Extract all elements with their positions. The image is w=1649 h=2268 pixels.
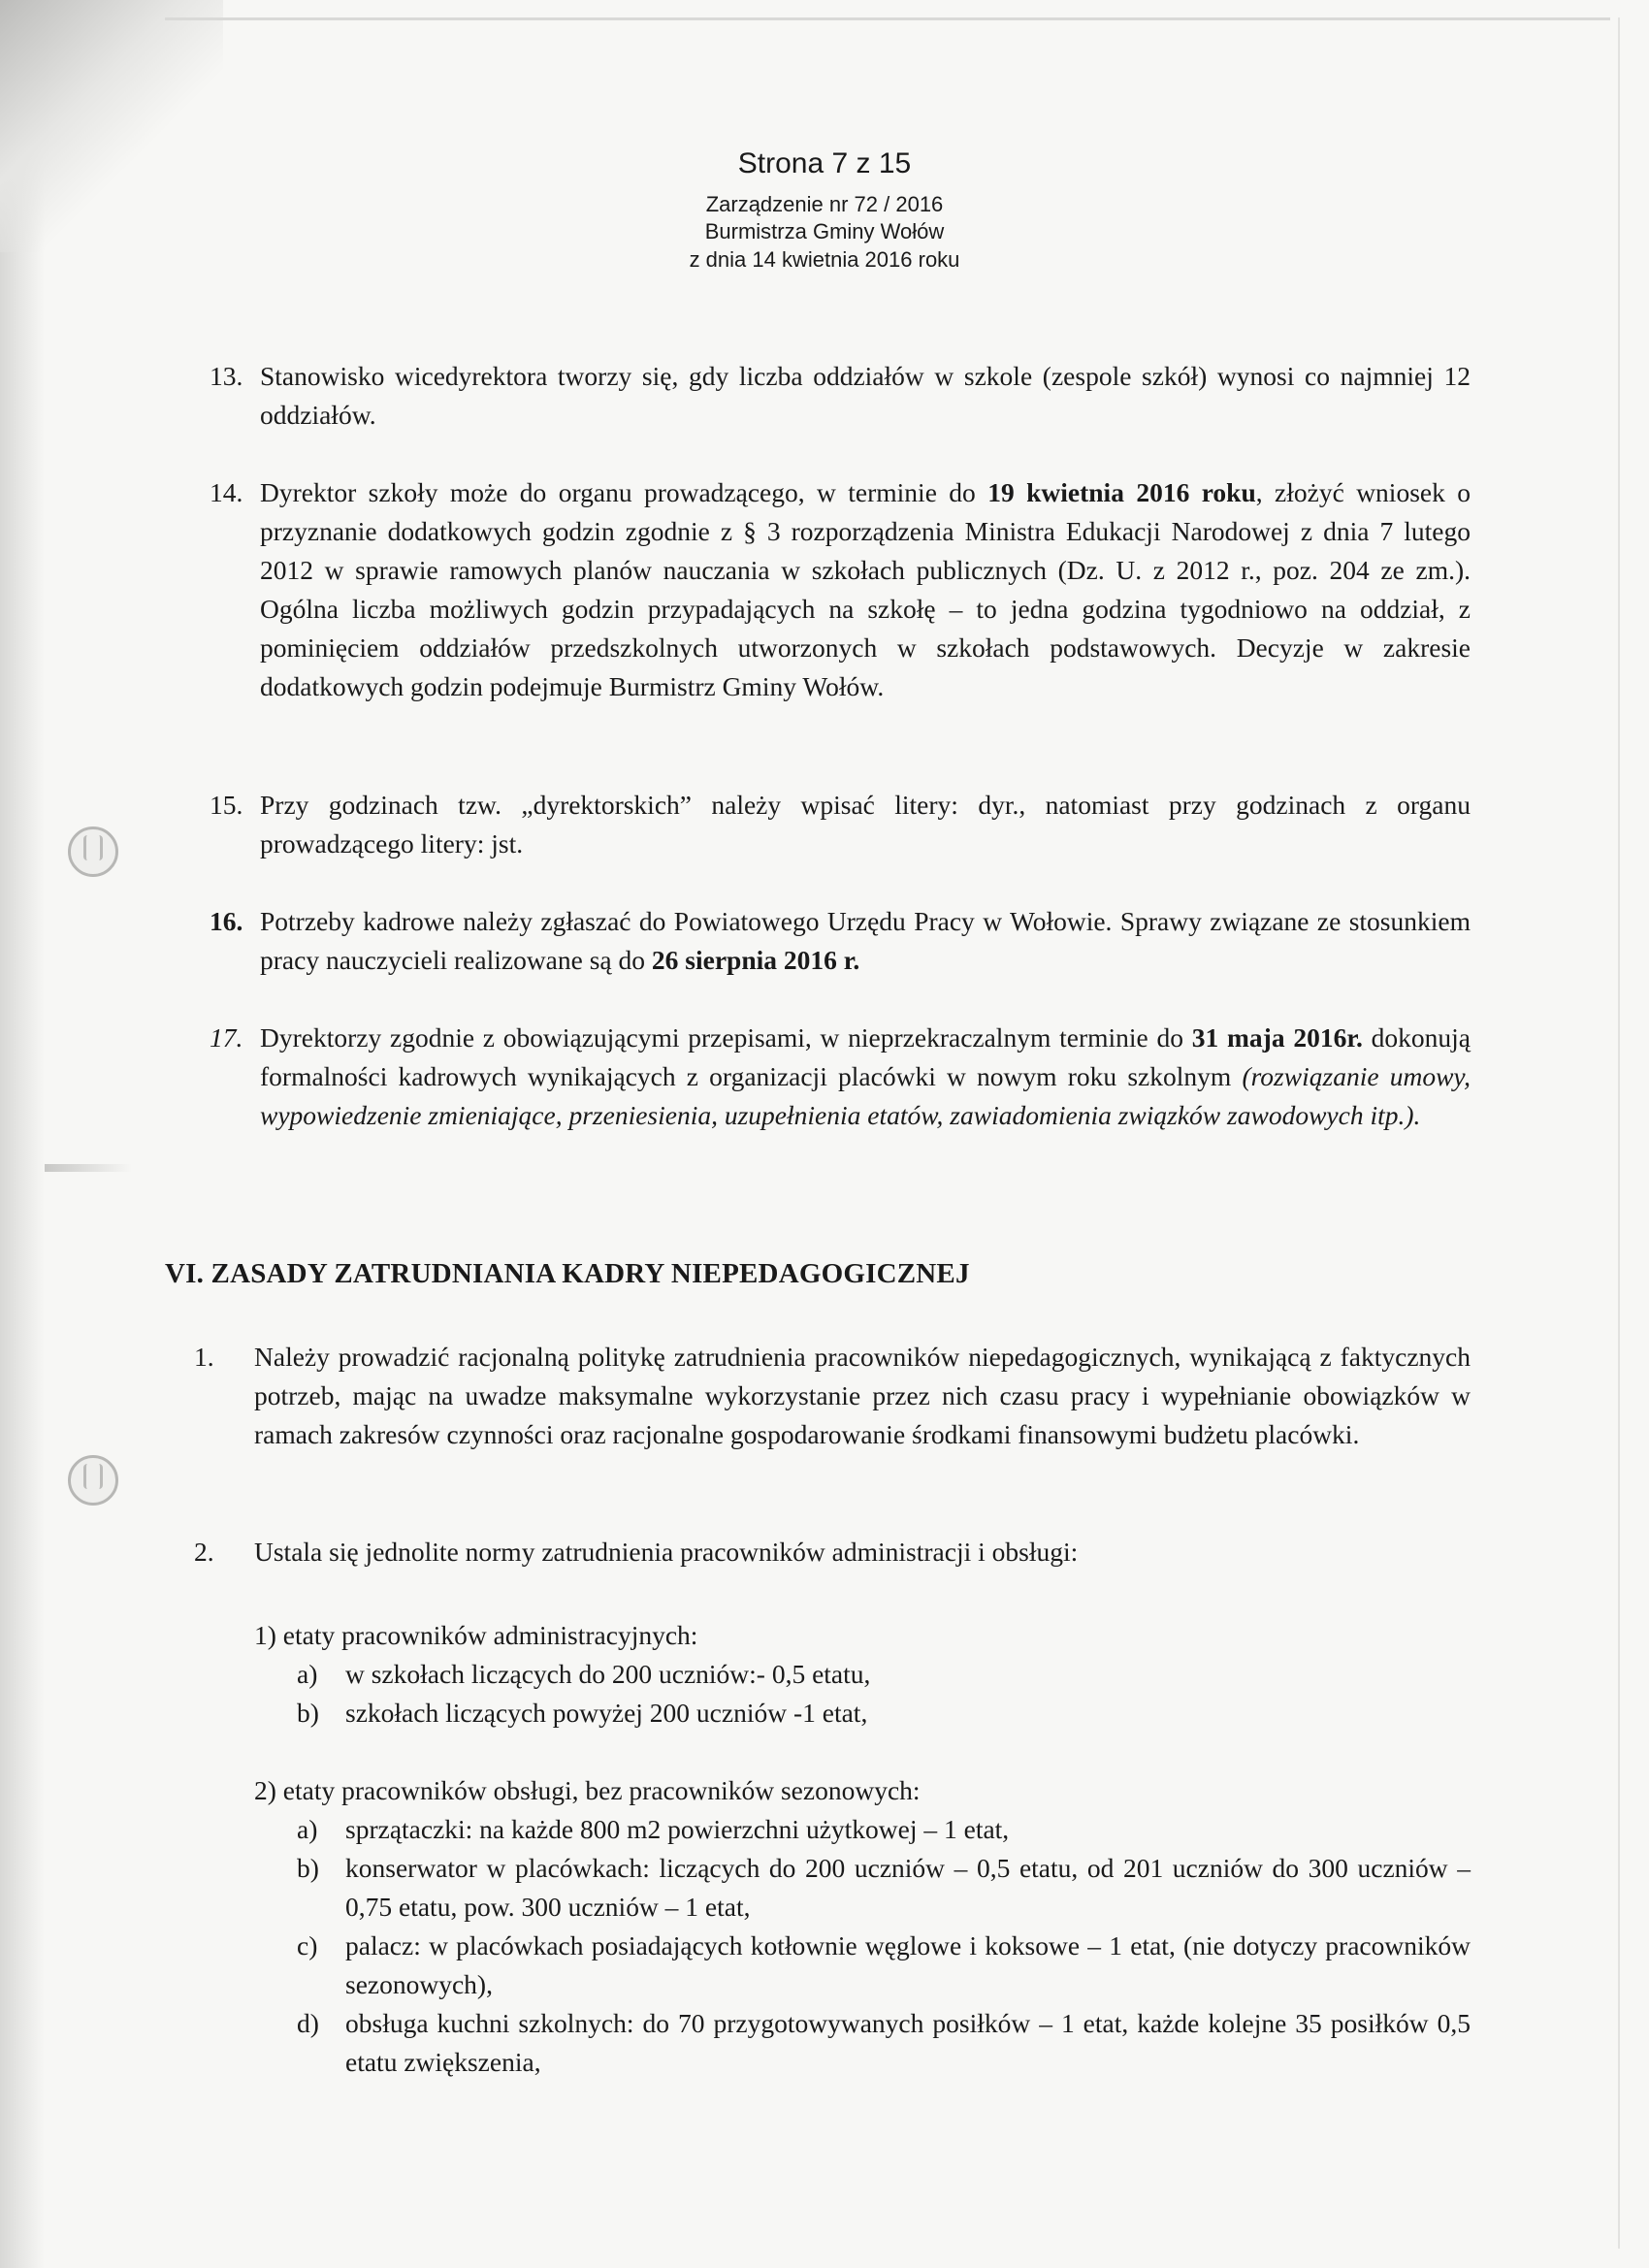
item-number: 1. [194,1342,214,1372]
page-number: Strona 7 z 15 [737,147,912,179]
text-run: Dyrektor szkoły może do organu prowadzącego, w terminie do [260,477,988,507]
paragraph-14 [210,473,1471,706]
paragraph-number: 15. [210,790,243,820]
list-letter: a) [297,1659,318,1689]
list-text: konserwator w placówkach: liczących do 200 uczniów – 0,5 etatu, od 201 uczniów do 300 uczniów – 0,75 etatu, pow. 300 uczniów – 1 etat, [345,1853,1471,1922]
list-text: palacz: w placówkach posiadających kotłownie węglowe i koksowe – 1 etat, (nie dotyczy pracowników sezonowych), [345,1930,1471,1999]
scan-side-mark [45,1164,132,1172]
list-item [297,1694,1471,1733]
section-item-1 [194,1338,1471,1454]
paragraph-17 [210,1019,1471,1135]
text-run: Dyrektorzy zgodnie z obowiązującymi przepisami, w nieprzekraczalnym terminie do [260,1022,1192,1053]
scan-left-shadow [0,0,45,2268]
list-letter: b) [297,1698,319,1728]
list-letter: c) [297,1930,318,1960]
punch-hole-icon [68,1455,118,1506]
deadline-date: 19 kwietnia 2016 roku [987,477,1256,507]
deadline-date: 26 sierpnia 2016 r. [651,945,860,975]
list-text: szkołach liczących powyżej 200 uczniów -1 etat, [345,1698,868,1728]
paragraph-number: 17. [210,1022,243,1053]
paragraph-text [260,1019,1471,1135]
paragraph-text: Stanowisko wicedyrektora tworzy się, gdy liczba oddziałów w szkole (zespole szkół) wynosi co najmniej 12 oddziałów. [260,361,1471,430]
section-item-2 [194,1533,1471,1571]
section-title: VI. ZASADY ZATRUDNIANIA KADRY NIEPEDAGOGICZNEJ [165,1258,970,1289]
paragraph-number: 14. [210,477,243,507]
group-service-staff: 2) etaty pracowników obsługi, bez pracowników sezonowych: [254,1775,921,1805]
paragraph-text [260,902,1471,980]
paragraph-text [260,473,1471,706]
group-administration: 1) etaty pracowników administracyjnych: [254,1620,698,1650]
deadline-date: 31 maja 2016r. [1191,1022,1363,1053]
paragraph-13 [210,357,1471,435]
list-item [297,1655,1471,1694]
item-number: 2. [194,1537,214,1567]
italic-note: (rozwiązanie umowy, wypowiedzenie zmieniające, przeniesienia, uzupełnienia etatów, zawiadomienia związków zawodowych itp.). [260,1061,1471,1130]
list-item [297,1927,1471,2004]
paragraph-text: Przy godzinach tzw. „dyrektorskich” należy wpisać litery: dyr., natomiast przy godzinach z organu prowadzącego litery: jst. [260,790,1471,859]
list-letter: b) [297,1853,319,1883]
item-text: Należy prowadzić racjonalną politykę zatrudnienia pracowników niepedagogicznych, wynikającą z faktycznych potrzeb, mając na uwadze maksymalne wykorzystanie przez nich czasu pracy i wypełnianie obowiązków w ramach zakresów czynności oraz racjonalne gospodarowanie środkami finansowymi budżetu placówki. [254,1342,1471,1449]
text-run: , złożyć wniosek o przyznanie dodatkowych godzin zgodnie z § 3 rozporządzenia Ministra Edukacji Narodowej z dnia 7 lutego 2012 w sprawie ramowych planów nauczania w szkołach publicznych (Dz. U. z 2012 r., poz. 204 ze zm.). Ogólna liczba możliwych godzin przypadających na szkołę – to jedna godzina tygodniowo na oddział, z pominięciem oddziałów przedszkolnych utworzonych w szkołach podstawowych. Decyzje w zakresie dodatkowych godzin podejmuje Burmistrz Gminy Wołów. [260,477,1471,701]
paragraph-number: 13. [210,361,243,391]
paragraph-16 [210,902,1471,980]
ordinance-number: Zarządzenie nr 72 / 2016 [705,192,944,216]
item-text: Ustala się jednolite normy zatrudnienia pracowników administracji i obsługi: [254,1537,1079,1567]
list-item [297,1849,1471,1927]
list-text: obsługa kuchni szkolnych: do 70 przygotowywanych posiłków – 1 etat, każde kolejne 35 posiłków 0,5 etatu zwiększenia, [345,2008,1471,2077]
list-text: w szkołach liczących do 200 uczniów:- 0,5 etatu, [345,1659,871,1689]
list-item [297,1810,1471,1849]
scan-top-edge [165,17,1610,20]
ordinance-issuer: Burmistrza Gminy Wołów [704,219,945,243]
scan-right-edge [1618,17,1620,2249]
punch-hole-icon [68,826,118,877]
list-text: sprzątaczki: na każde 800 m2 powierzchni użytkowej – 1 etat, [345,1814,1010,1844]
paragraph-15 [210,786,1471,863]
list-item [297,2004,1471,2082]
ordinance-date: z dnia 14 kwietnia 2016 roku [689,247,960,272]
text-run: Potrzeby kadrowe należy zgłaszać do Powiatowego Urzędu Pracy w Wołowie. Sprawy związane ze stosunkiem pracy nauczycieli realizowane są do [260,906,1471,975]
text-run: dokonują formalności kadrowych wynikających z organizacji placówki w nowym roku szkolnym [260,1022,1471,1091]
paragraph-number: 16. [210,906,243,936]
list-letter: a) [297,1814,318,1844]
list-letter: d) [297,2008,319,2038]
